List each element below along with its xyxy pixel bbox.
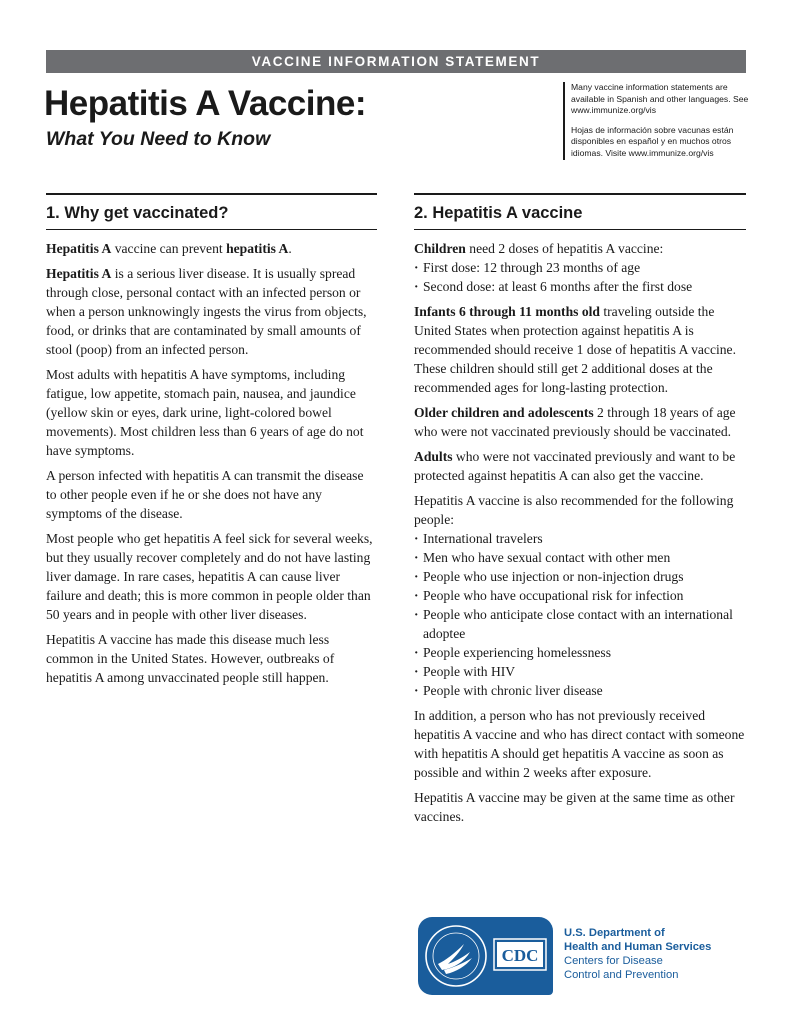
language-note-spanish: Hojas de información sobre vacunas están disponibles en español y en muchos otros idiomas. Visite www.immunize.org/vis (571, 124, 734, 158)
paragraph (46, 264, 377, 359)
bold-term: Infants 6 through 11 months old (414, 304, 600, 319)
language-note-english: Many vaccine information statements are available in Spanish and other languages. See www.immunize.org/vis (571, 82, 749, 116)
agency-line: Health and Human Services (564, 941, 712, 953)
section-why-vaccinated (46, 193, 377, 693)
bold-term: Older children and adolescents (414, 405, 594, 420)
paragraph: A person infected with hepatitis A can transmit the disease to other people even if he or she does not have any symptoms of the disease. (46, 468, 364, 521)
list-item: · People experiencing homelessness (414, 643, 746, 662)
cdc-logo-text: CDC (501, 946, 539, 965)
bold-term: hepatitis A (226, 241, 289, 256)
text: is a serious liver disease. It is usually spread through close, personal contact with an infected person or when a person unknowingly ingests the virus from objects, food, or drinks that are contaminated by small amounts of stool (poop) from an infected person. (46, 266, 367, 357)
text: who were not vaccinated previously and want to be protected against hepatitis A can also get the vaccine. (414, 449, 736, 483)
list-item: · People who anticipate close contact with an international adoptee (414, 605, 746, 643)
paragraph: Hepatitis A vaccine has made this disease much less common in the United States. However, outbreaks of hepatitis A among unvaccinated people still happen. (46, 632, 335, 685)
paragraph (414, 447, 746, 485)
text: need 2 doses of hepatitis A vaccine: (465, 241, 664, 256)
text: vaccine can prevent (111, 241, 227, 256)
agency-line: U.S. Department of (564, 927, 665, 939)
text: traveling outside the United States when protection against hepatitis A is recommended should receive 1 dose of hepatitis A vaccine. These children should still get 2 additional doses at the recommended ages for long-lasting protection. (414, 304, 736, 395)
agency-line: Control and Prevention (564, 969, 679, 981)
cdc-logo-icon (493, 938, 547, 971)
list-item: · People with HIV (414, 662, 746, 681)
page-title: Hepatitis A Vaccine: (44, 84, 366, 123)
agency-name (564, 926, 711, 982)
text: . (288, 241, 292, 256)
list-item: · People who use injection or non-injection drugs (414, 567, 746, 586)
bold-term: Children (414, 241, 466, 256)
section-heading: 1. Why get vaccinated? (46, 195, 377, 230)
hhs-seal-icon (424, 924, 488, 988)
agency-footer (418, 917, 758, 997)
logo-panel (418, 917, 553, 995)
paragraph (414, 239, 746, 258)
list-item: · People who have occupational risk for infection (414, 586, 746, 605)
paragraph: Most people who get hepatitis A feel sick for several weeks, but they usually recover completely and do not have lasting liver damage. In rare cases, hepatitis A can cause liver failure and death; this is more common in people older than 50 years and in people with other liver diseases. (46, 531, 373, 622)
page-subtitle: What You Need to Know (46, 128, 271, 150)
paragraph: In addition, a person who has not previously received hepatitis A vaccine and who has direct contact with someone with hepatitis A should get hepatitis A vaccine as soon as possible and within 2 weeks after exposure. (414, 708, 745, 780)
paragraph: Most adults with hepatitis A have symptoms, including fatigue, low appetite, stomach pain, nausea, and jaundice (yellow skin or eyes, dark urine, light-colored bowel movements). Most children less than 6 years of age do not have symptoms. (46, 367, 364, 458)
section-hepatitis-a-vaccine (414, 193, 746, 832)
language-note (563, 82, 753, 160)
paragraph (414, 403, 746, 441)
list-item: · First dose: 12 through 23 months of age (414, 258, 746, 277)
bold-term: Adults (414, 449, 453, 464)
list-item: · Men who have sexual contact with other men (414, 548, 746, 567)
paragraph: Hepatitis A vaccine is also recommended for the following people: (414, 493, 734, 527)
paragraph: Hepatitis A vaccine may be given at the same time as other vaccines. (414, 790, 735, 824)
paragraph (414, 302, 746, 397)
list-item: · International travelers (414, 529, 746, 548)
agency-line: Centers for Disease (564, 955, 663, 967)
recommended-list (414, 529, 746, 700)
bold-term: Hepatitis A (46, 241, 112, 256)
bold-term: Hepatitis A (46, 266, 112, 281)
list-item: · Second dose: at least 6 months after the first dose (414, 277, 746, 296)
list-item: · People with chronic liver disease (414, 681, 746, 700)
text: 2 through 18 years of age who were not vaccinated previously should be vaccinated. (414, 405, 736, 439)
section-heading: 2. Hepatitis A vaccine (414, 195, 746, 230)
dose-list (414, 258, 746, 296)
paragraph (46, 239, 377, 258)
document-banner: VACCINE INFORMATION STATEMENT (46, 50, 746, 73)
